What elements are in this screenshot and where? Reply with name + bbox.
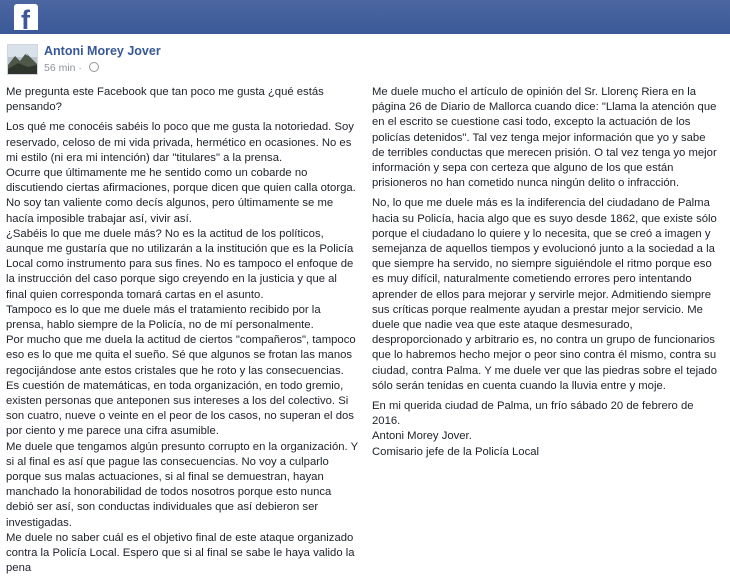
post-paragraph: Me duele mucho el artículo de opinión del Sr. Llorenç Riera en la página 26 de Diario de Mallorca cuando dice: "Llama la atención que en el escrito se cuestione casi todo, excepto la actuación de los policías detenidos". Tal vez tenga mejor información que yo y sabe de terribles conductas que merecen prisión. O tal vez tenga yo mejor información y sepa con certeza que alguno de los que están prisioneros no han cometido nunca ningún delito o infracción. — [372, 86, 717, 190]
post-timestamp[interactable] — [44, 62, 99, 74]
post-paragraph: Ocurre que últimamente me he sentido como un cobarde no discutiendo ciertas afirmaciones, porque dicen que quien calla otorga. No soy tan valiente como decís algunos, pero últimamente se me hacía imposible trabajar así, vivir así. — [6, 167, 356, 225]
top-navigation-bar — [0, 0, 730, 35]
avatar[interactable] — [7, 44, 38, 75]
post-paragraph: Por mucho que me duela la actitud de ciertos "compañeros", tampoco eso es lo que me quita el sueño. Sé que algunos se frotan las manos regocijándose ante estos cristales que he roto y las consecuencias. Es cuestión de matemáticas, en toda organización, en todo gremio, existen personas que anteponen sus intereses a los del colectivo. Si son cuatro, nueve o veinte en el peor de los casos, no superan el dos por ciento y me parece una cifra asumible. — [6, 334, 356, 438]
post-paragraph: Me duele que tengamos algún presunto corrupto en la organización. Y si al final es así que pague las consecuencias. No voy a culparlo porque sus malas actuaciones, si al final se demuestran, hayan manchado la honorabilidad de todos nosotros porque esto nunca debió ser así, son conductas individuales que así debieron ser investigadas. — [6, 440, 358, 529]
post-text-left-column — [6, 85, 358, 577]
globe-icon[interactable] — [89, 62, 99, 72]
facebook-post — [0, 34, 730, 575]
post-paragraph: Me duele no saber cuál es el objetivo final de este ataque organizado contra la Policía Local. Espero que si al final se sabe le haya valido la pena — [6, 531, 355, 575]
signature-title: Comisario jefe de la Policía Local — [372, 445, 540, 458]
post-time[interactable]: 56 min · — [44, 62, 85, 74]
post-paragraph: Me pregunta este Facebook que tan poco me gusta ¿qué estás pensando? — [6, 86, 324, 114]
post-author-name[interactable]: Antoni Morey Jover — [44, 44, 161, 58]
post-paragraph: ¿Sabéis lo que me duele más? No es la actitud de los políticos, aunque me gustaría que no utilizarán a la institución que es la Policía Local como instrumento para sus fines. No es tampoco el enfoque de la instrucción del caso porque sigo creyendo en la justicia y que al final quien corresponda tomará cartas en el asunto. — [6, 227, 354, 301]
post-text-right-column — [372, 85, 718, 460]
post-paragraph: Tampoco es lo que me duele más el tratamiento recibido por la prensa, hablo siempre de la Policía, no de mí personalmente. — [6, 303, 321, 332]
facebook-logo-glyph: f — [21, 5, 30, 30]
facebook-f-icon[interactable] — [14, 4, 38, 30]
avatar-mountain-photo — [8, 45, 37, 74]
post-paragraph: Los qué me conocéis sabéis lo poco que me gusta la notoriedad. Soy reservado, celoso de mi vida privada, hermético en ocasiones. No es mi estilo (ni era mi intención) dar "titulares" a la prensa. — [6, 121, 354, 164]
post-closing-line: En mi querida ciudad de Palma, un frío sábado 20 de febrero de 2016. — [372, 400, 694, 428]
post-paragraph: No, lo que me duele más es la indiferencia del ciudadano de Palma hacia su Policía, hacia algo que es suyo desde 1862, que existe sólo porque el ciudadano lo quiere y lo necesita, que se creó a imagen y semejanza de aquellos tiempos y evolucionó junto a la sociedad a la que siempre ha servido, no siempre siguiéndole el ritmo porque eso es muy difícil, naturalmente cometiendo errores pero intentando aprender de ellos para mejorar y servirle mejor. Admitiendo siempre sus críticas porque realmente ayudan a prestar mejor servicio. Me duele que nadie vea que este ataque desmesurado, desproporcionado y arbitrario es, no contra un grupo de funcionarios que lo habremos hecho mejor o peor sino contra él mismo, contra su ciudad, contra Palma. Y me duele ver que las piedras sobre el tejado sólo serán tenidas en cuenta cuando la lluvia entre y moje. — [372, 197, 717, 392]
signature-name: Antoni Morey Jover. — [372, 430, 472, 443]
